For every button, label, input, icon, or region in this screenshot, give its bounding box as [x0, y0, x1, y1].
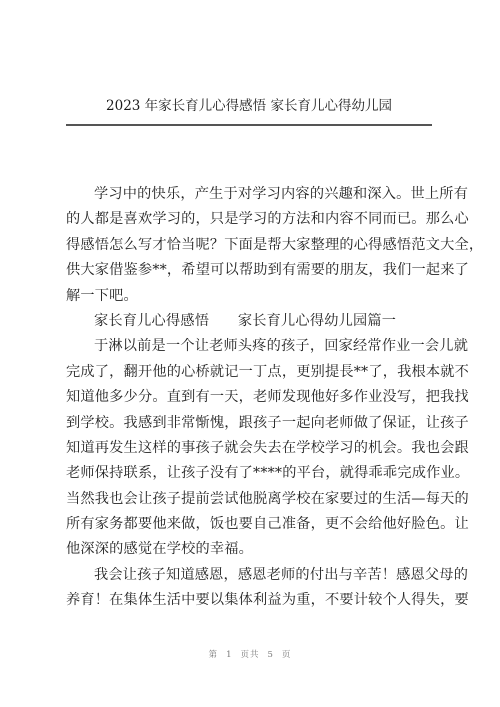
footer-prefix: 第	[208, 650, 219, 660]
footer-page-number: 1	[226, 650, 233, 660]
paragraph-line: 完成了，翻开他的心桥就记一丁点，更别提長**了，我根本就不	[66, 363, 470, 380]
page-footer	[0, 648, 500, 660]
footer-suffix: 页	[281, 650, 292, 660]
paragraph-line: 得感悟怎么写才恰当呢？下面是帮大家整理的心得感悟范文大全，	[66, 236, 484, 253]
paragraph-line: 知道他多少分。直到有一天，老师发现他好多作业没写，把我找	[66, 389, 469, 406]
footer-total-pages: 5	[267, 650, 274, 660]
paragraph-line: 的人都是喜欢学习的，只是学习的方法和内容不同而已。那么心	[66, 211, 469, 228]
paragraph-line: 解一下吧。	[66, 287, 138, 304]
header-divider	[66, 124, 432, 126]
section-heading: 家长育儿心得感悟 家长育儿心得幼儿园篇一	[94, 312, 397, 329]
paragraph-line: 到学校。我感到非常惭愧，跟孩子一起向老师做了保证，让孩子	[66, 414, 469, 431]
paragraph-line: 老师保持联系，让孩子没有了****的平台，就得乖乖完成作业。	[66, 465, 470, 482]
paragraph-line: 当然我也会让孩子提前尝试他脱离学校在家要过的生活—每天的	[66, 490, 469, 507]
paragraph-line: 他深深的感觉在学校的幸福。	[66, 541, 254, 558]
page-header-title: 2023 年家长育儿心得感悟 家长育儿心得幼儿园	[106, 98, 392, 114]
paragraph-line: 学习中的快乐，产生于对学习内容的兴趣和深入。世上所有	[94, 186, 469, 202]
paragraph-line: 我会让孩子知道感恩，感恩老师的付出与辛苦！感恩父母的	[94, 566, 469, 583]
document-body	[66, 182, 484, 614]
paragraph-line: 供大家借鉴参**，希望可以帮助到有需要的朋友，我们一起来了	[66, 262, 470, 279]
footer-mid: 页共	[240, 650, 260, 660]
paragraph-line: 养育！在集体生活中要以集体利益为重，不要计较个人得失，要	[66, 592, 469, 609]
paragraph-line: 所有家务都要他来做，饭也要自己准备，更不会给他好脸色。让	[66, 516, 469, 533]
paragraph-line: 于淋以前是一个让老师头疼的孩子，回家经常作业一会儿就	[94, 338, 469, 355]
paragraph-line: 知道再发生这样的事孩子就会失去在学校学习的机会。我也会跟	[66, 439, 469, 456]
